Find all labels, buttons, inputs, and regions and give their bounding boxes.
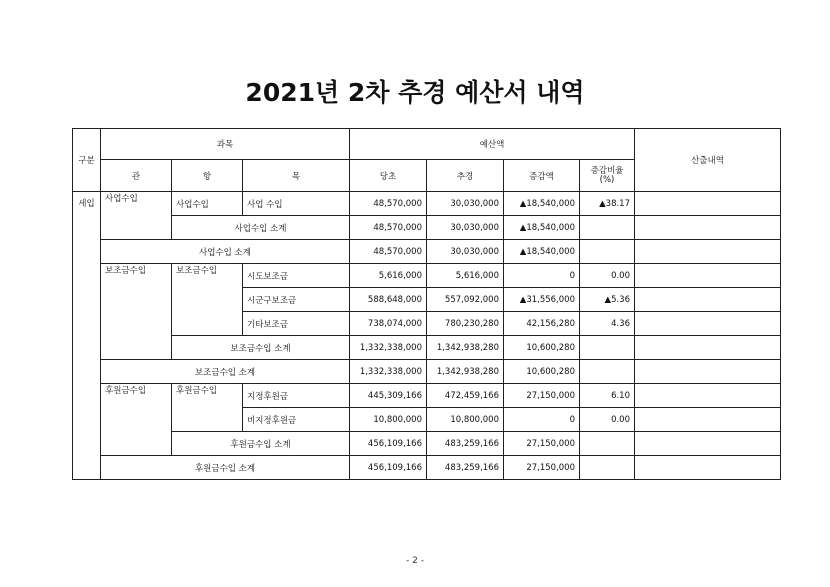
cell-chugyeong: 30,030,000 <box>427 240 504 264</box>
cell-mok: 기타보조금 <box>243 312 350 336</box>
cell-ratio: 6.10 <box>580 384 635 408</box>
header-ratio-line1: 증감비율 <box>590 165 624 176</box>
cell-sanchul <box>635 432 781 456</box>
cell-gwan: 보조금수입 <box>101 264 172 360</box>
cell-ratio: 0.00 <box>580 264 635 288</box>
cell-jeunggam: 27,150,000 <box>504 456 580 480</box>
cell-chugyeong: 1,342,938,280 <box>427 336 504 360</box>
cell-sanchul <box>635 408 781 432</box>
cell-chugyeong: 483,259,166 <box>427 456 504 480</box>
header-gwan: 관 <box>101 160 172 192</box>
cell-dangcho: 48,570,000 <box>350 216 427 240</box>
cell-dangcho: 456,109,166 <box>350 432 427 456</box>
cell-sanchul <box>635 288 781 312</box>
cell-jeunggam: 0 <box>504 408 580 432</box>
table-row <box>73 432 781 456</box>
page-number: - 2 - <box>406 556 424 566</box>
cell-chugyeong: 483,259,166 <box>427 432 504 456</box>
cell-mok: 시군구보조금 <box>243 288 350 312</box>
cell-subtotal-label: 사업수입 소계 <box>172 216 350 240</box>
table-row <box>73 384 781 408</box>
cell-jeunggam: ▲31,556,000 <box>504 288 580 312</box>
table-row <box>73 456 781 480</box>
cell-dangcho: 456,109,166 <box>350 456 427 480</box>
cell-jeunggam: 0 <box>504 264 580 288</box>
cell-sanchul <box>635 360 781 384</box>
cell-ratio <box>580 456 635 480</box>
header-gwamok: 과목 <box>101 129 350 160</box>
table-row <box>73 264 781 288</box>
cell-subtotal-label: 보조금수입 소계 <box>172 336 350 360</box>
cell-dangcho: 48,570,000 <box>350 240 427 264</box>
cell-dangcho: 588,648,000 <box>350 288 427 312</box>
header-yesanaek: 예산액 <box>350 129 635 160</box>
header-dangcho: 당초 <box>350 160 427 192</box>
cell-mok: 사업 수입 <box>243 192 350 216</box>
header-chugyeong: 추경 <box>427 160 504 192</box>
cell-jeunggam: 27,150,000 <box>504 384 580 408</box>
cell-total-label: 사업수입 소계 <box>101 240 350 264</box>
header-ratio-line2: (%) <box>599 174 615 185</box>
cell-chugyeong: 557,092,000 <box>427 288 504 312</box>
cell-ratio: 0.00 <box>580 408 635 432</box>
cell-sanchul <box>635 264 781 288</box>
table-row <box>73 192 781 216</box>
cell-chugyeong: 5,616,000 <box>427 264 504 288</box>
cell-jeunggam: 10,600,280 <box>504 336 580 360</box>
cell-dangcho: 48,570,000 <box>350 192 427 216</box>
budget-table <box>72 128 781 480</box>
cell-hang: 후원금수입 <box>172 384 243 432</box>
cell-jeunggam: ▲18,540,000 <box>504 192 580 216</box>
cell-jeunggam: ▲18,540,000 <box>504 240 580 264</box>
cell-sanchul <box>635 384 781 408</box>
cell-ratio <box>580 240 635 264</box>
cell-ratio <box>580 360 635 384</box>
cell-sanchul <box>635 336 781 360</box>
cell-jeunggam: 27,150,000 <box>504 432 580 456</box>
cell-ratio <box>580 216 635 240</box>
cell-dangcho: 1,332,338,000 <box>350 360 427 384</box>
header-mok: 목 <box>243 160 350 192</box>
page-title: 2021년 2차 추경 예산서 내역 <box>245 78 585 107</box>
cell-sanchul <box>635 456 781 480</box>
cell-total-label: 보조금수입 소계 <box>101 360 350 384</box>
cell-sanchul <box>635 312 781 336</box>
header-sanchul: 산출내역 <box>635 129 781 192</box>
cell-jeunggam: 10,600,280 <box>504 360 580 384</box>
header-ratio <box>580 160 635 192</box>
header-row <box>73 129 781 160</box>
table-row <box>73 216 781 240</box>
cell-gwan: 사업수입 <box>101 192 172 240</box>
cell-ratio <box>580 336 635 360</box>
cell-subtotal-label: 후원금수입 소계 <box>172 432 350 456</box>
cell-mok: 지정후원금 <box>243 384 350 408</box>
cell-jeunggam: ▲18,540,000 <box>504 216 580 240</box>
cell-chugyeong: 472,459,166 <box>427 384 504 408</box>
header-hang: 항 <box>172 160 243 192</box>
cell-sanchul <box>635 240 781 264</box>
cell-dangcho: 10,800,000 <box>350 408 427 432</box>
cell-ratio: 4.36 <box>580 312 635 336</box>
cell-mok: 비지정후원금 <box>243 408 350 432</box>
cell-dangcho: 738,074,000 <box>350 312 427 336</box>
cell-chugyeong: 780,230,280 <box>427 312 504 336</box>
cell-total-label: 후원금수입 소계 <box>101 456 350 480</box>
cell-hang: 사업수입 <box>172 192 243 216</box>
cell-chugyeong: 10,800,000 <box>427 408 504 432</box>
cell-seip: 세입 <box>73 192 101 480</box>
header-jeunggam: 증감액 <box>504 160 580 192</box>
cell-ratio: ▲38.17 <box>580 192 635 216</box>
cell-chugyeong: 30,030,000 <box>427 216 504 240</box>
cell-chugyeong: 30,030,000 <box>427 192 504 216</box>
table-row <box>73 336 781 360</box>
table-row <box>73 360 781 384</box>
header-gubun: 구분 <box>73 129 101 192</box>
cell-jeunggam: 42,156,280 <box>504 312 580 336</box>
cell-ratio: ▲5.36 <box>580 288 635 312</box>
cell-ratio <box>580 432 635 456</box>
cell-dangcho: 445,309,166 <box>350 384 427 408</box>
cell-sanchul <box>635 216 781 240</box>
cell-gwan: 후원금수입 <box>101 384 172 456</box>
cell-dangcho: 1,332,338,000 <box>350 336 427 360</box>
cell-hang: 보조금수입 <box>172 264 243 336</box>
table-row <box>73 240 781 264</box>
cell-sanchul <box>635 192 781 216</box>
cell-dangcho: 5,616,000 <box>350 264 427 288</box>
cell-mok: 시도보조금 <box>243 264 350 288</box>
cell-chugyeong: 1,342,938,280 <box>427 360 504 384</box>
